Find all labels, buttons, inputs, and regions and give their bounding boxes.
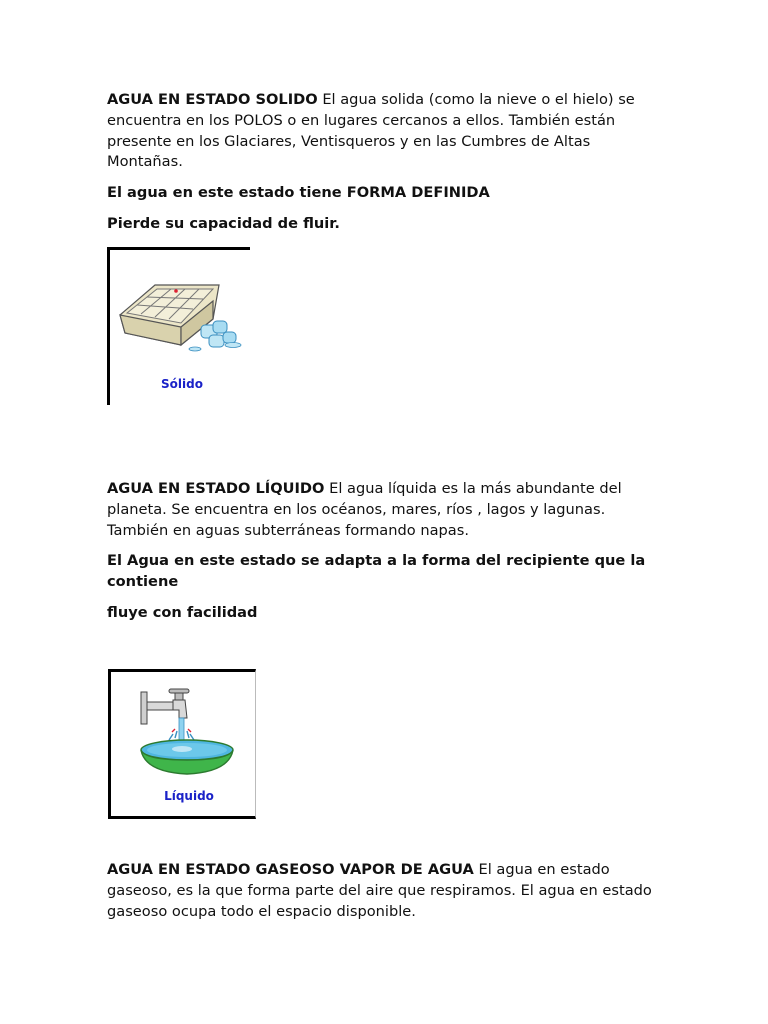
liquid-line-2: fluye con facilidad bbox=[107, 603, 258, 621]
document-body bbox=[107, 90, 667, 235]
gas-body: El agua en estado gaseoso, es la que forma parte del aire que respiramos. El agua en estado gaseoso ocupa todo el espacio disponible. bbox=[107, 861, 652, 920]
ice-tray-icon bbox=[115, 279, 250, 359]
solid-figure bbox=[107, 247, 250, 405]
liquid-body: El agua líquida es la más abundante del planeta. Se encuentra en los océanos, mares, ríos , lagos y lagunas. También en aguas subterráneas formando napas. bbox=[107, 480, 622, 539]
faucet-basin-icon bbox=[139, 688, 249, 780]
solid-line-1: El agua en este estado tiene FORMA DEFINIDA bbox=[107, 184, 490, 202]
liquid-section bbox=[107, 479, 667, 624]
solid-line-2: Pierde su capacidad de fluir. bbox=[107, 214, 340, 232]
liquid-line-1: El Agua en este estado se adapta a la forma del recipiente que la contiene bbox=[107, 552, 646, 591]
liquid-heading: AGUA EN ESTADO LÍQUIDO bbox=[107, 480, 325, 497]
liquid-caption: Líquido bbox=[164, 789, 214, 803]
figure-left-border bbox=[107, 247, 110, 405]
solid-body: El agua solida (como la nieve o el hielo) se encuentra en los POLOS o en lugares cercanos a ellos. También están presente en los Glaciares, Ventisqueros y en las Cumbres de Altas Montañas. bbox=[107, 91, 635, 171]
figure-top-border bbox=[107, 247, 250, 250]
solid-heading: AGUA EN ESTADO SOLIDO bbox=[107, 91, 318, 108]
liquid-figure bbox=[108, 669, 256, 819]
solid-paragraph bbox=[107, 90, 667, 173]
liquid-paragraph bbox=[107, 479, 667, 541]
solid-caption: Sólido bbox=[161, 377, 203, 391]
gas-section bbox=[107, 860, 667, 922]
gas-heading: AGUA EN ESTADO GASEOSO VAPOR DE AGUA bbox=[107, 861, 474, 878]
gas-paragraph bbox=[107, 860, 667, 922]
